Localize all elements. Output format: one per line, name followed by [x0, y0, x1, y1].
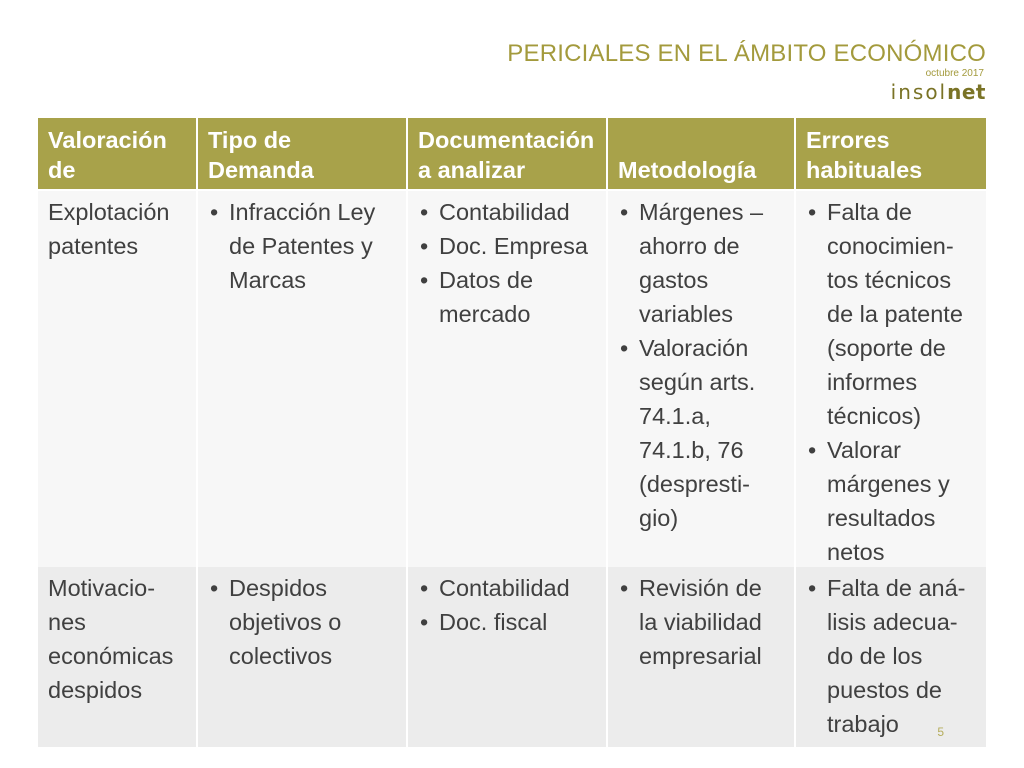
logo-part1: insol — [890, 80, 948, 104]
slide-title: PERICIALES EN EL ÁMBITO ECONÓMICO — [507, 40, 986, 67]
cell-valoracion: Explotación patentes — [38, 191, 198, 567]
cell-tipo-demanda — [198, 191, 408, 567]
insolnet-logo — [891, 80, 986, 104]
list-item: • Doc. fiscal — [420, 609, 548, 635]
expert-reports-table — [38, 118, 986, 747]
cell-tipo-demanda — [198, 567, 408, 747]
list-item: • Contabilidad — [420, 199, 570, 225]
list-item: • Despidos objetivos o colectivos — [210, 575, 342, 669]
list-item: • Doc. Empresa — [420, 233, 588, 259]
header-metodologia: Metodología — [608, 118, 796, 191]
header-tipo-demanda: Tipo de Demanda — [198, 118, 408, 191]
logo-part2: net — [947, 80, 986, 104]
cell-valoracion: Motivacio-nes económicas despidos — [38, 567, 198, 747]
list-item: • Valorar márgenes y resultados netos — [808, 437, 950, 565]
list-item: • Márgenes – ahorro de gastos variables — [620, 199, 764, 327]
cell-documentacion — [408, 191, 608, 567]
list-item: • Datos de mercado — [420, 267, 534, 327]
slide-date: octubre 2017 — [925, 68, 984, 79]
cell-documentacion — [408, 567, 608, 747]
list-item: • Falta de conocimien-tos técnicos de la patente (soporte de informes técnicos) — [808, 199, 963, 429]
cell-metodologia — [608, 191, 796, 567]
list-item: • Revisión de la viabilidad empresarial — [620, 575, 762, 669]
list-item: • Contabilidad — [420, 575, 570, 601]
header-valoracion: Valoración de — [38, 118, 198, 191]
cell-metodologia — [608, 567, 796, 747]
cell-errores — [796, 567, 986, 747]
list-item: • Infracción Ley de Patentes y Marcas — [210, 199, 376, 293]
list-item: • Falta de aná-lisis adecua-do de los puestos de trabajo — [808, 575, 966, 737]
header-errores: Errores habituales — [796, 118, 986, 191]
cell-errores — [796, 191, 986, 567]
page-number: 5 — [937, 725, 944, 739]
header-documentacion: Documentación a analizar — [408, 118, 608, 191]
list-item: • Valoración según arts. 74.1.a, 74.1.b, 76 (despresti-gio) — [620, 335, 756, 531]
